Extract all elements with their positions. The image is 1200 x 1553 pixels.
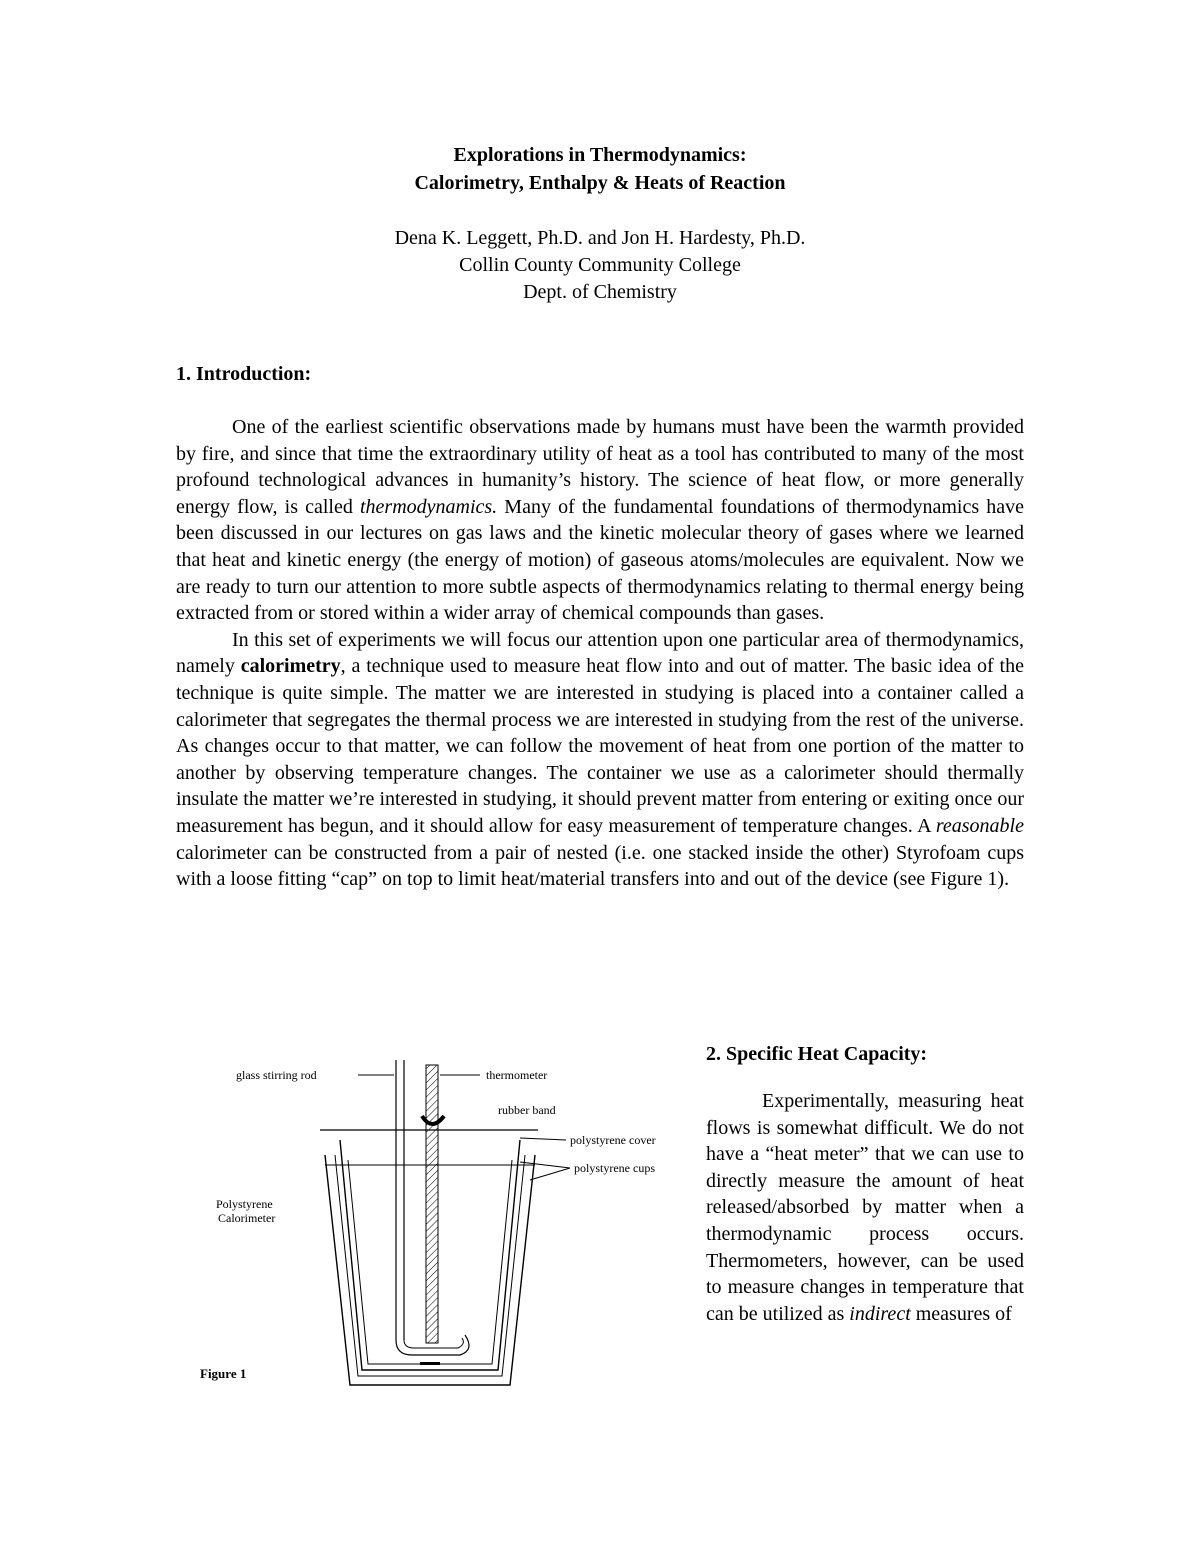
- title-line-1: Explorations in Thermodynamics:: [453, 144, 747, 166]
- intro-paragraph-2: [176, 627, 1024, 893]
- label-rubber-band: rubber band: [498, 1103, 556, 1117]
- section-1-body: [176, 414, 1024, 893]
- figure-1-calorimeter-diagram: [190, 1050, 690, 1400]
- authors: Dena K. Leggett, Ph.D. and Jon H. Hardesty, Ph.D.: [394, 227, 806, 249]
- intro-paragraph-1: [176, 414, 1024, 627]
- section-2-body: [706, 1088, 1024, 1327]
- calorimeter-svg: [190, 1050, 690, 1400]
- title-line-2: Calorimetry, Enthalpy & Heats of Reaction: [414, 172, 786, 194]
- section-2-heading: 2. Specific Heat Capacity:: [706, 1043, 928, 1065]
- s2-p1-text-a: Experimentally, measuring heat flows is somewhat difficult. We do not have a “heat meter” that we can use to directly measure the amount of heat released/absorbed by matter when a thermodynamic process occurs. Thermometers, however, can be used to measure changes in temperature that can be utilized as: [706, 1090, 1024, 1325]
- intro-p1-text-b: Many of the fundamental foundations of thermodynamics have been discussed in our lectures on gas laws and the kinetic molecular theory of gases where we learned that heat and kinetic energy (the energy of motion) of gaseous atoms/molecules are equivalent. Now we are ready to turn our attention to more subtle aspects of thermodynamics relating to thermal energy being extracted from or stored within a wider array of chemical compounds than gases.: [176, 495, 1024, 625]
- section-1-heading: 1. Introduction:: [176, 363, 312, 385]
- label-polystyrene: Polystyrene: [216, 1197, 273, 1211]
- intro-p1-emphasis: thermodynamics.: [359, 495, 498, 518]
- specific-heat-paragraph-1: [706, 1088, 1024, 1327]
- intro-p2-text-b: , a technique used to measure heat flow into and out of matter. The basic idea of the technique is quite simple. The matter we are interested in studying is placed into a container called a calorimeter that segregates the thermal process we are interested in studying from the rest of the universe. As changes occur to that matter, we can follow the movement of heat from one portion of the matter to another by observing temperature changes. The container we use as a calorimeter should thermally insulate the matter we’re interested in studying, it should prevent matter from entering or exiting once our measurement has begun, and it should allow for easy measurement of temperature changes. A: [176, 655, 1024, 837]
- thermometer: [426, 1065, 438, 1343]
- intro-p2-bold: calorimetry: [240, 655, 341, 678]
- department: Dept. of Chemistry: [523, 281, 677, 303]
- intro-p2-text-c: calorimeter can be constructed from a pair of nested (i.e. one stacked inside the other) Styrofoam cups with a loose fitting “cap” on top to limit heat/material transfers into and out of the device (see Figure 1).: [176, 841, 1024, 891]
- label-glass-stirring-rod: glass stirring rod: [236, 1068, 317, 1082]
- figure-caption: Figure 1: [200, 1366, 247, 1381]
- s2-p1-text-b: measures of: [910, 1302, 1012, 1325]
- label-polystyrene-cups: polystyrene cups: [574, 1161, 655, 1175]
- intro-p2-emphasis: reasonable: [935, 814, 1024, 837]
- s2-p1-emphasis: indirect: [849, 1302, 911, 1325]
- intro-p2-text-a: In this set of experiments we will focus our attention upon one particular area of thermodynamics, namely: [176, 628, 1024, 678]
- intro-p1-text-a: One of the earliest scientific observations made by humans must have been the warmth provided by fire, and since that time the extraordinary utility of heat as a tool has contributed to many of the most profound technological advances in humanity’s history. The science of heat flow, or more generally energy flow, is called: [176, 416, 1024, 518]
- label-calorimeter: Calorimeter: [218, 1211, 276, 1225]
- label-polystyrene-cover: polystyrene cover: [570, 1133, 656, 1147]
- institution: Collin County Community College: [459, 254, 741, 276]
- label-thermometer: thermometer: [486, 1068, 548, 1082]
